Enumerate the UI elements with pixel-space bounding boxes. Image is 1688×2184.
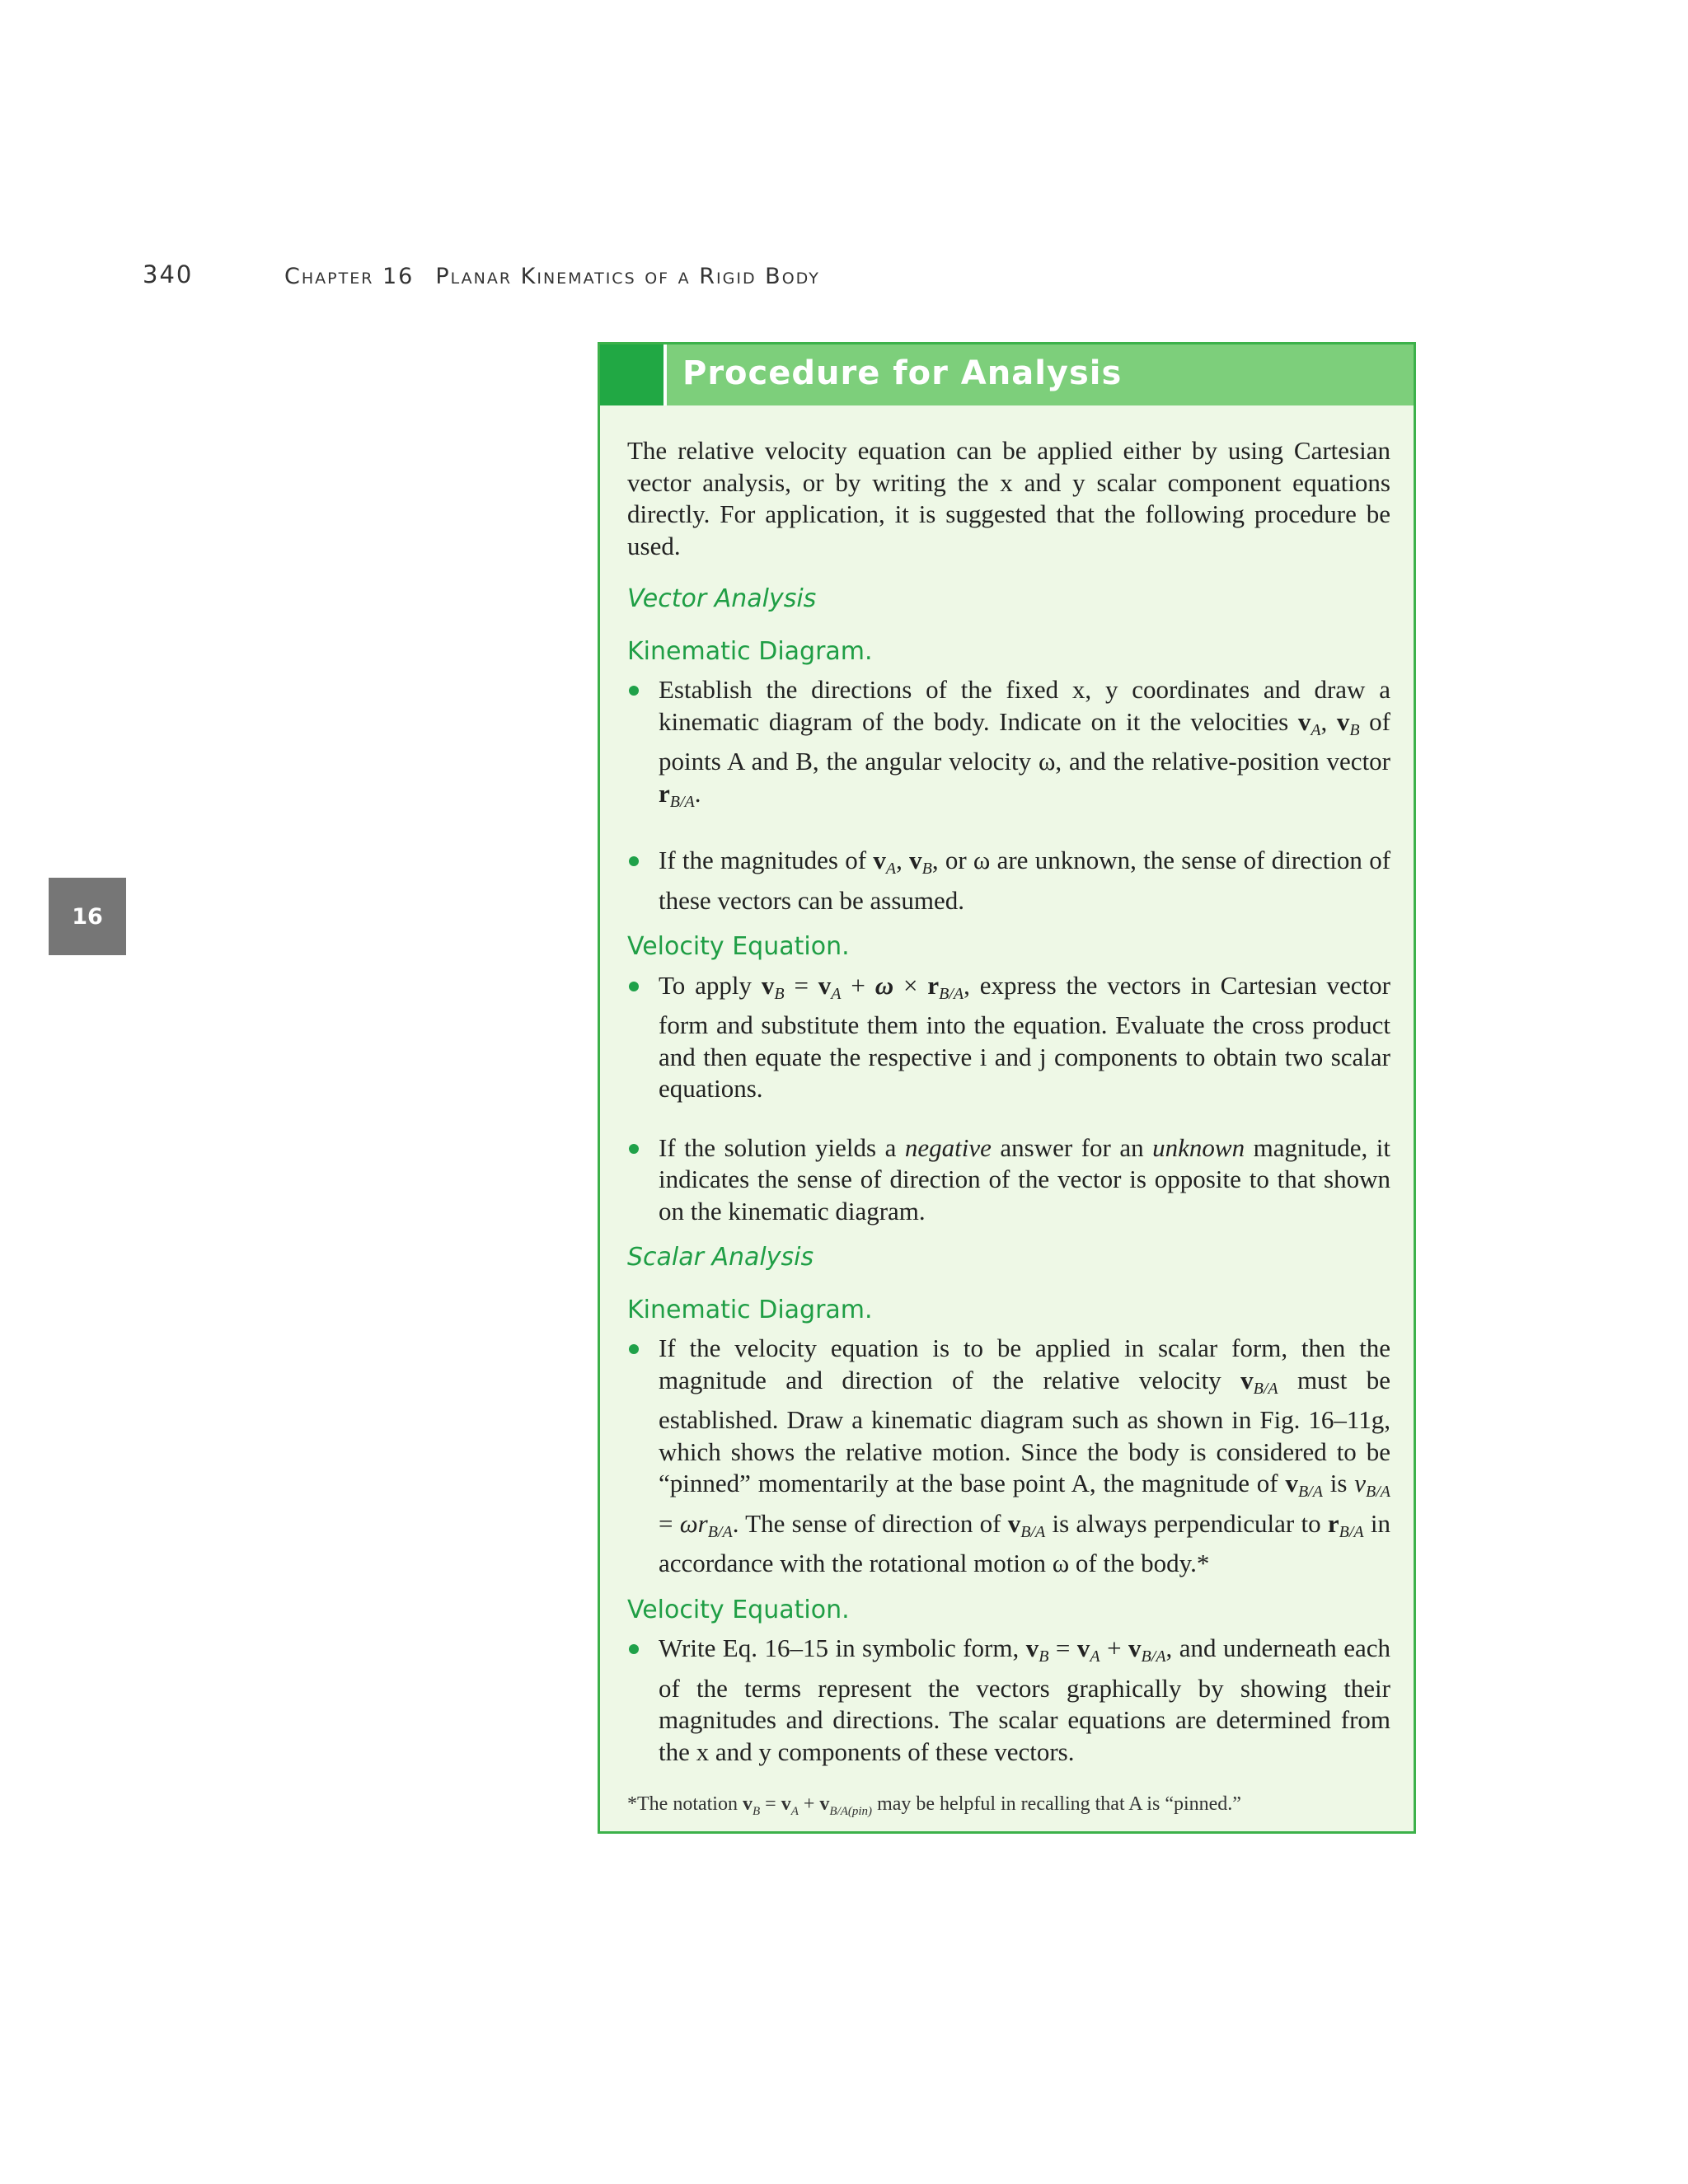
list-item: If the solution yields a negative answer for an unknown magnitude, it indicates the sense of direction of the vector is opposite to that shown on the kinematic diagram. <box>627 1132 1390 1228</box>
scalar-velocity-list <box>627 1633 1390 1768</box>
footnote: *The notation $v_B = v_A + v_{B/A(pin)}$ may be helpful in recalling that A is “pinned.” <box>627 1793 1241 1818</box>
header-accent-block <box>600 344 667 405</box>
bullet-icon <box>629 686 639 696</box>
chapter-title: Planar Kinematics of a Rigid Body <box>435 264 820 289</box>
procedure-box <box>598 342 1416 1834</box>
list-item: Write Eq. 16–15 in symbolic form, $v_B = v_A + v_{B/A}$, and underneath each of the terms represent the vectors graphically by showing their magnitudes and directions. The scalar equations are determined from the x and y components of these vectors. <box>627 1633 1390 1768</box>
scalar-velocity-title: Velocity Equation. <box>627 1595 850 1624</box>
list-item: To apply $v_B = v_A + \omega \times r_{B/A}$, express the vectors in Cartesian vector form and substitute them into the equation. Evaluate the cross product and then equate the respective i and j components to obtain two scalar equations. <box>627 970 1390 1105</box>
vector-velocity-title: Velocity Equation. <box>627 932 850 961</box>
running-head <box>284 264 820 289</box>
page-number: 340 <box>143 260 194 288</box>
bullet-icon <box>629 1344 639 1354</box>
procedure-title: Procedure for Analysis <box>682 354 1123 392</box>
intro-paragraph: The relative velocity equation can be applied either by using Cartesian vector analysis, or by writing the x and y scalar component equations directly. For application, it is suggested that the following procedure be used. <box>627 436 1390 560</box>
scalar-analysis-title: Scalar Analysis <box>627 1243 814 1272</box>
bullet-icon <box>629 856 639 866</box>
chapter-tab: 16 <box>49 878 126 955</box>
scalar-kinematic-list <box>627 1333 1390 1580</box>
vector-velocity-list <box>627 970 1390 1228</box>
procedure-header <box>600 344 1414 405</box>
vector-kinematic-list <box>627 674 1390 916</box>
vector-analysis-title: Vector Analysis <box>627 584 817 613</box>
bullet-icon <box>629 982 639 991</box>
list-item: Establish the directions of the fixed x, y coordinates and draw a kinematic diagram of the body. Indicate on it the velocities $v_A$, $v_B$ of points A and B, the angular velocity ω, and the relative-position vector $r_{B/A}$. <box>627 674 1390 818</box>
procedure-body <box>627 435 1390 1783</box>
bullet-icon <box>629 1144 639 1154</box>
bullet-icon <box>629 1644 639 1654</box>
list-item: If the velocity equation is to be applied in scalar form, then the magnitude and direction of the relative velocity $v_{B/A}$ must be established. Draw a kinematic diagram such as shown in Fig. 16–11g, which shows the relative motion. Since the body is considered to be “pinned” momentarily at the base point A, the magnitude of $v_{B/A}$ is $v_{B/A} = \omega r_{B/A}$. The sense of direction of $v_{B/A}$ is always perpendicular to $r_{B/A}$ in accordance with the rotational motion ω of the body.* <box>627 1333 1390 1580</box>
vector-kinematic-title: Kinematic Diagram. <box>627 636 873 666</box>
list-item: If the magnitudes of $v_A$, $v_B$, or ω are unknown, the sense of direction of these vectors can be assumed. <box>627 845 1390 916</box>
chapter-label: Chapter 16 <box>284 264 415 289</box>
scalar-kinematic-title: Kinematic Diagram. <box>627 1295 873 1324</box>
